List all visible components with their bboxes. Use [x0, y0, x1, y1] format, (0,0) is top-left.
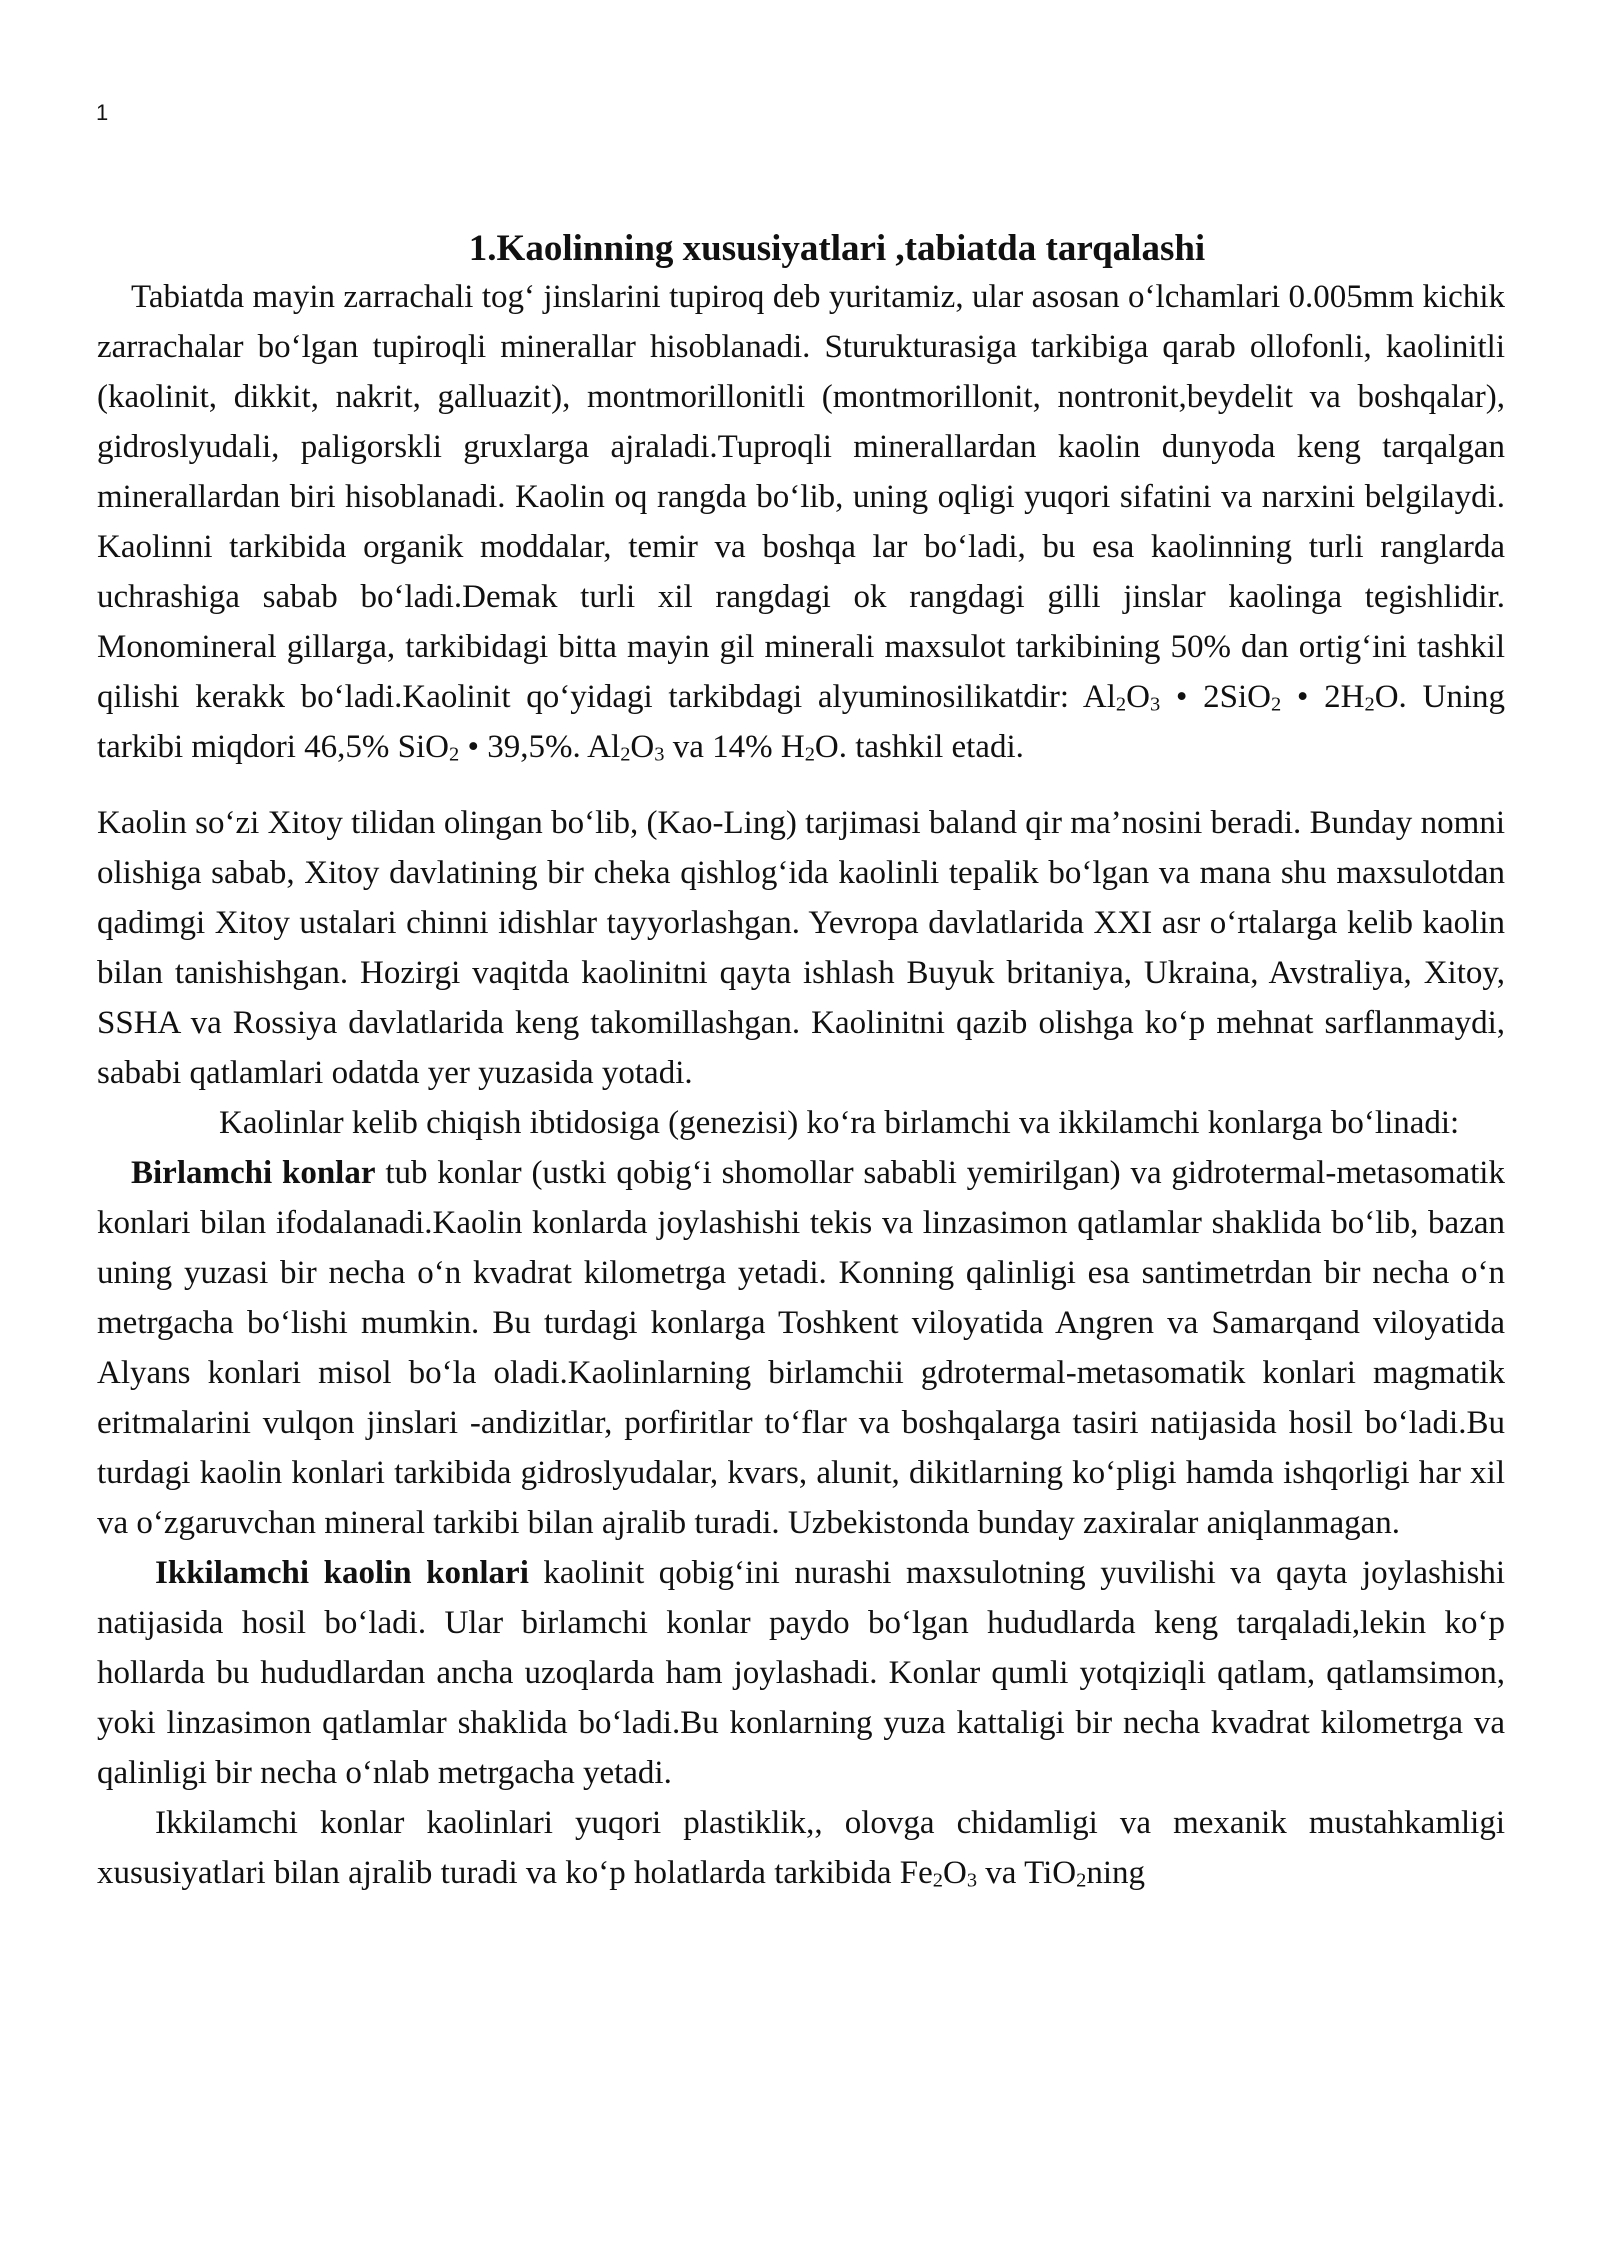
page-number: 1	[96, 100, 109, 125]
formula-text: va TiO	[977, 1855, 1077, 1891]
paragraph-etymology: Kaolin so‘zi Xitoy tilidan olingan bo‘lib, (Kao-Ling) tarjimasi baland qir ma’nosini beradi. Bunday nomni olishiga sabab, Xitoy davlatining bir cheka qishlog‘ida kaolinli tepalik bo‘lgan va mana shu maxsulotdan qadimgi Xitoy ustalari chinni idishlar tayyorlashgan. Yevropa davlatlarida XXI asr o‘rtalarga kelib kaolin bilan tanishishgan. Hozirgi vaqitda kaolinitni qayta ishlash Buyuk britaniya, Ukraina, Avstraliya, Xitoy, SSHA va Rossiya davlatlarida keng takomillashgan. Kaolinitni qazib olishga ko‘p mehnat sarflanmaydi, sababi qatlamlari odatda yer yuzasida yotadi.	[97, 805, 1505, 1091]
subscript: 2	[1076, 1869, 1087, 1892]
subscript: 2	[1271, 693, 1282, 716]
subscript: 3	[966, 1869, 978, 1892]
section-title: 1.Kaolinning xususiyatlari ,tabiatda tarqalashi	[468, 228, 1206, 269]
term-secondary-deposits: Ikkilamchi kaolin konlari	[155, 1555, 529, 1591]
subscript: 2	[804, 743, 815, 766]
formula-text: • 39,5%. Al	[459, 729, 621, 765]
secondary-deposits-text: kaolinit qobig‘ini nurashi maxsulotning yuvilishi va qayta joylashishi natijasida hosil bo‘ladi. Ular birlamchi konlar paydo bo‘lgan hududlarda keng tarqaladi,lekin ko‘p hollarda bu hududlardan ancha uzoqlarda ham joylashadi. Konlar qumli yotqiziqli qatlam, qatlamsimon, yoki linzasimon qatlamlar shaklida bo‘ladi.Bu konlarning yuza kattaligi bir necha kvadrat kilometrga va qalinligi bir necha o‘nlab metrgacha yetadi.	[97, 1555, 1505, 1791]
intro-text: Tabiatda mayin zarrachali tog‘ jinslarini tupiroq deb yuritamiz, ular asosan o‘lchamlari 0.005mm kichik zarrachalar bo‘lgan tupiroqli minerallar hisoblanadi. Sturukturasiga tarkibiga qarab ollofonli, kaolinitli (kaolinit, dikkit, nakrit, galluazit), montmorillonitli (montmorillonit, nontronit,beydelit va boshqalar), gidroslyudali, paligorskli gruxlarga ajraladi.Tuproqli minerallardan kaolin dunyoda keng tarqalgan minerallardan biri hisoblanadi. Kaolin oq rangda bo‘lib, uning oqligi yuqori sifatini va narxini belgilaydi. Kaolinni tarkibida organik moddalar, temir va boshqa lar bo‘ladi, bu esa kaolinning turli ranglarda uchrashiga sabab bo‘ladi.Demak turli xil rangdagi ok rangdagi gilli jinslar kaolinga tegishlidir. Monomineral gillarga, tarkibidagi bitta mayin gil minerali maxsulot tarkibining 50% dan ortig‘ini tashkil qilishi kerakk bo‘ladi.Kaolinit qo‘yidagi tarkibdagi alyuminosilikatdir: Al	[97, 279, 1505, 715]
primary-deposits-text: tub konlar (ustki qobig‘i shomollar sababli yemirilgan) va gidrotermal-metasomatik konlari bilan ifodalanadi.Kaolin konlarda joylashishi tekis va linzasimon qatlamlar shaklida bo‘lib, bazan uning yuzasi bir necha o‘n kvadrat kilometrga yetadi. Konning qalinligi esa santimetrdan bir necha o‘n metrgacha bo‘lishi mumkin. Bu turdagi konlarga Toshkent viloyatida Angren va Samarqand viloyatida Alyans konlari misol bo‘la oladi.Kaolinlarning birlamchii gdrotermal-metasomatik konlari magmatik eritmalarini vulqon jinslari -andizitlar, porfiritlar to‘flar va boshqalarga tasiri natijasida hosil bo‘ladi.Bu turdagi kaolin konlari tarkibida gidroslyudalar, kvars, alunit, dikitlarning ko‘pligi hamda ishqorligi har xil va o‘zgaruvchan mineral tarkibi bilan ajralib turadi. Uzbekistonda bunday zaxiralar aniqlanmagan.	[97, 1155, 1505, 1541]
paragraph-primary-deposits	[97, 1148, 1505, 1548]
formula-text: O	[942, 1855, 967, 1891]
paragraph-intro	[97, 272, 1505, 772]
subscript: 2	[932, 1869, 943, 1892]
subscript: 3	[654, 743, 665, 766]
paragraph-secondary-properties	[97, 1798, 1505, 1898]
formula-text: • 2SiO	[1160, 679, 1271, 715]
document-body	[97, 222, 1505, 1898]
term-primary-deposits: Birlamchi konlar	[131, 1155, 376, 1191]
subscript: 3	[1149, 693, 1161, 716]
formula-text: O	[1126, 679, 1150, 715]
formula-text: O	[630, 729, 655, 765]
subscript: 2	[1364, 693, 1375, 716]
subscript: 2	[1115, 693, 1127, 716]
paragraph-secondary-deposits	[97, 1548, 1505, 1798]
subscript: 2	[448, 743, 460, 766]
paragraph-classification: Kaolinlar kelib chiqish ibtidosiga (genezisi) ko‘ra birlamchi va ikkilamchi konlarga bo‘linadi:	[219, 1105, 1460, 1141]
formula-text: O. Uning tarkibi miqdori 46,5% SiO	[97, 679, 1505, 765]
subscript: 2	[620, 743, 631, 766]
formula-text: O. tashkil etadi.	[814, 729, 1024, 765]
formula-text: ning	[1086, 1855, 1145, 1891]
properties-text: Ikkilamchi konlar kaolinlari yuqori plastiklik,, olovga chidamligi va mexanik mustahkamligi xususiyatlari bilan ajralib turadi va ko‘p holatlarda tarkibida Fe	[97, 1805, 1505, 1891]
formula-text: • 2H	[1281, 679, 1365, 715]
formula-text: va 14% H	[664, 729, 805, 765]
